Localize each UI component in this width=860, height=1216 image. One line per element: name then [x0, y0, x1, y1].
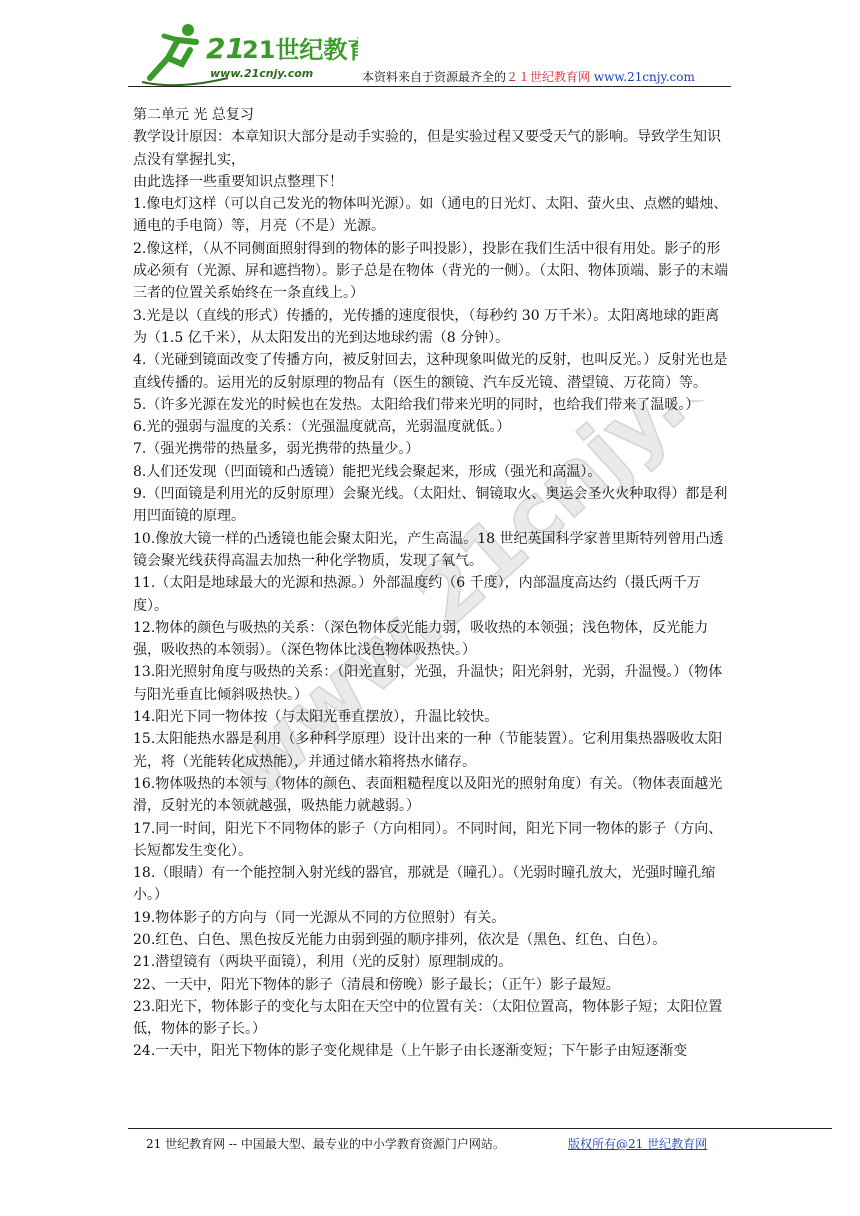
doc-paragraph: 15.太阳能热水器是利用（多种科学原理）设计出来的一种（节能装置）。它利用集热器吸收太阳光，将（光能转化成热能），并通过储水箱将热水储存。	[133, 731, 723, 770]
source-url-link[interactable]: www.21cnjy.com	[593, 70, 695, 84]
doc-paragraph: 18.（眼睛）有一个能控制入射光线的器官，那就是（瞳孔）。（光弱时瞳孔放大，光强时瞳孔缩小。）	[133, 865, 716, 904]
doc-paragraph: 8.人们还发现（凹面镜和凸透镜）能把光线会聚起来，形成（强光和高温）。	[133, 463, 602, 480]
document-body	[133, 104, 733, 1063]
footer-divider	[128, 1128, 832, 1129]
logo-text: 21世纪教	[242, 36, 348, 64]
page-header	[130, 20, 730, 88]
doc-paragraph: 22、一天中，阳光下物体的影子（清晨和傍晚）影子最长；（正午）影子最短。	[133, 976, 620, 993]
doc-paragraph: 5.（许多光源在发光的时候也在发热。太阳给我们带来光明的同时，也给我们带来了温暖。）	[133, 396, 700, 413]
doc-paragraph: 21.潜望镜有（两块平面镜），利用（光的反射）原理制成的。	[133, 954, 513, 971]
doc-paragraph: 23.阳光下，物体影子的变化与太阳在天空中的位置有关：（太阳位置高，物体影子短；太阳位置低，物体的影子长。）	[133, 998, 723, 1038]
doc-paragraph: 9.（凹面镜是利用光的反射原理）会聚光线。（太阳灶、铜镜取火、奥运会圣火火种取得）都是利用凹面镜的原理。	[133, 486, 728, 525]
doc-paragraph: 1.像电灯这样（可以自己发光的物体叫光源）。如（通电的日光灯、太阳、萤火虫、点燃的蜡烛、通电的手电筒）等，月亮（不是）光源。	[133, 196, 728, 235]
doc-paragraph: 由此选择一些重要知识点整理下！	[133, 173, 343, 190]
doc-paragraph: 14.阳光下同一物体按（与太阳光垂直摆放），升温比较快。	[133, 709, 499, 726]
doc-paragraph: 17.同一时间，阳光下不同物体的影子（方向相同）。不同时间，阳光下同一物体的影子（方向、长短都发生变化）。	[133, 820, 723, 859]
doc-paragraph: 19.物体影子的方向与（同一光源从不同的方位照射）有关。	[133, 909, 506, 926]
doc-paragraph: 20.红色、白色、黑色按反光能力由弱到强的顺序排列，依次是（黑色、红色、白色）。	[133, 931, 667, 948]
footer-text: 21 世纪教育网 -- 中国最大型、最专业的中小学教育资源门户网站。	[146, 1137, 505, 1151]
doc-title: 第二单元 光 总复习	[133, 107, 254, 123]
doc-paragraph: 11.（太阳是地球最大的光源和热源。）外部温度约（6 千度），内部温度高达约（摄氏两千万度）。	[133, 575, 701, 614]
source-note	[362, 68, 695, 85]
svg-text:21: 21	[206, 32, 245, 65]
doc-paragraph: 24.一天中，阳光下物体的影子变化规律是（上午影子由长逐渐变短；下午影子由短逐渐变	[133, 1043, 688, 1060]
watermark-text: www.21cnjy.com	[209, 400, 720, 815]
logo-url: www.21cnjy.com	[210, 67, 314, 80]
runner-logo-icon	[138, 20, 358, 86]
page-footer	[146, 1135, 708, 1152]
header-divider	[128, 86, 731, 87]
doc-paragraph: 10.像放大镜一样的凸透镜也能会聚太阳光，产生高温。18 世纪英国科学家普里斯特列曾用凸透镜会聚光线获得高温去加热一种化学物质，发现了氧气。	[133, 530, 724, 569]
doc-paragraph: 4.（光碰到镜面改变了传播方向，被反射回去，这种现象叫做光的反射，也叫反光。）反射光也是直线传播的。运用光的反射原理的物品有（医生的额镜、汽车反光镜、潜望镜、万花筒）等。	[133, 352, 728, 391]
source-site-link[interactable]: ２１世纪教育网	[506, 70, 591, 84]
doc-paragraph: 7.（强光携带的热量多，弱光携带的热量少。）	[133, 441, 420, 458]
doc-paragraph: 12.物体的颜色与吸热的关系：（深色物体反光能力弱，吸收热的本领强；浅色物体，反光能力强，吸收热的本领弱）。（深色物体比浅色物体吸热快。）	[133, 619, 709, 659]
source-prefix: 本资料来自于资源最齐全的	[362, 70, 507, 84]
site-logo[interactable]	[138, 20, 358, 86]
doc-paragraph: 13.阳光照射角度与吸热的关系：（阳光直射，光强，升温快；阳光斜射，光弱，升温慢。）（物体与阳光垂直比倾斜吸热快。）	[133, 664, 723, 703]
doc-paragraph: 16.物体吸热的本领与（物体的颜色、表面粗糙程度以及阳光的照射角度）有关。（物体表面越光滑，反射光的本领就越强，吸热能力就越弱。）	[133, 775, 723, 815]
copyright-link[interactable]: 版权所有@21 世纪教育网	[568, 1137, 708, 1151]
doc-paragraph: 教学设计原因：本章知识大部分是动手实验的，但是实验过程又要受天气的影响。导致学生知识点没有掌握扎实，	[133, 129, 721, 168]
doc-paragraph: 2.像这样，（从不同侧面照射得到的物体的影子叫投影），投影在我们生活中很有用处。影子的形成必须有（光源、屏和遮挡物）。影子总是在物体（背光的一侧）。（太阳、物体顶端、影子的末端三者的位置关系始终在一条直线上。）	[133, 240, 728, 302]
doc-paragraph: 6.光的强弱与温度的关系：（光强温度就高，光弱温度就低。）	[133, 419, 511, 436]
doc-paragraph: 3.光是以（直线的形式）传播的，光传播的速度很快，（每秒约 30 万千米）。太阳离地球的距离为（1.5 亿千米），从太阳发出的光到达地球约需（8 分钟）。	[133, 307, 720, 346]
